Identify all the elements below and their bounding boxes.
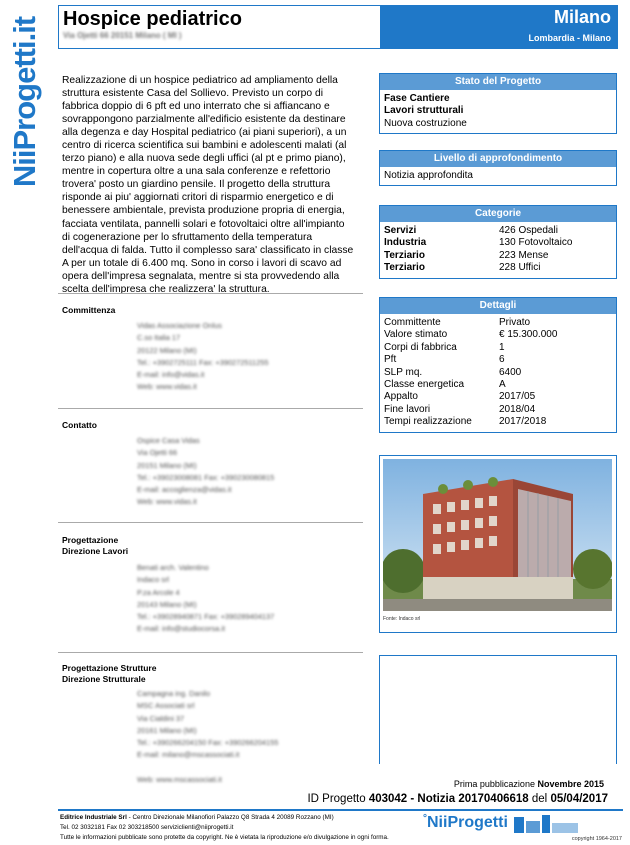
project-address: Via Ojetti 66 20151 Milano ( MI ) [63,31,182,40]
project-photo-box [379,455,617,633]
section-divider [58,293,363,294]
section-label: Contatto [62,420,97,430]
stato-progetto-title: Stato del Progetto [380,74,616,90]
copyright-notice: Tutte le informazioni pubblicate sono protette da copyright. Ne è vietata la riproduzione e/o divulgazione in ogni forma. [60,834,389,841]
stato-work: Lavori strutturali [384,105,464,117]
section-label: Committenza [62,305,116,315]
section-label: Progettazione Strutture Direzione Strutturale [62,663,157,684]
categoria-row: Servizi 426 Ospedali [384,225,558,236]
section-divider [58,408,363,409]
dettaglio-row: Corpi di fabbrica 1 [384,341,505,353]
livello-title: Livello di approfondimento [380,151,616,167]
region-name: Lombardia - Milano [528,33,611,43]
dettaglio-row: Appalto 2017/05 [384,391,536,403]
dettagli-title: Dettagli [380,298,616,314]
section-divider [58,522,363,523]
header-bar [58,5,618,49]
section-label: Progettazione Direzione Lavori [62,535,129,556]
page-title: Hospice pediatrico [63,8,242,30]
strutture-details: Campagna ing. Danilo MSC Associati srl Via Cialdini 37 20161 Milano (MI) Tel.: +390266204150 Fax: +390266204155 E-mail: milano@mscassociati.it Web: www.mscassociati.it [137,689,279,785]
copyright-years: copyright 1964-2017 [571,836,622,842]
dettagli-box [379,297,617,433]
contatto-details: Ospice Casa Vidas Via Ojetti 66 20151 Milano (MI) Tel.: +39023008081 Fax: +390230080815 E-mail: accoglienza@vidas.it Web: www.vidas.it [137,436,275,507]
stato-type: Nuova costruzione [384,117,467,129]
project-id-line: ID Progetto 403042 - Notizia 20170406618 del 05/04/2017 [307,793,608,805]
section-divider [58,652,363,653]
brand-text: NiiProgetti.it [7,16,42,188]
project-description: Realizzazione di un hospice pediatrico ad ampliamento della struttura esistente Casa del Sollievo. Previsto un corpo di fabbrica doppio di 6 pft ed uno interrato che si affiancano e sovrappongono parzialmente all'edificio esistente da destinare alla degenza e day Hospital pediatrico (ai piani superiori), a un centro di ricerca scientifica sui bambini e adolescenti malati (al terzo piano) e alla nuova sede degli uffici (al pt e primo piano), mentre in copertura oltre a una sala conferenze e refettorio trovera' posto un giardino pensile. Il progetto della struttura risponde ai piu' aggiornati critori di risparmio energetico e di benessere ambientale, prevista produzione propria di energia, facciata ventilata, pannelli solari e fotovoltaici oltre all'impianto di cogenerazione per lo sfruttamento della temperatura dell'acqua di falda. Tutto il complesso sara' classificato in classe A per un totale di 6.400 mq. Sono in corso i lavori di scavo ad opera dell'impresa segnalata, mentre si sta provvedendo alla scelta dell'impresa che realizzera' la struttura. [62,75,354,295]
first-publication: Prima pubblicazione Novembre 2015 [453,779,604,789]
dettaglio-row: Valore stimato € 15.300.000 [384,329,558,341]
categoria-row: Industria 130 Fotovoltaico [384,237,573,249]
dettaglio-row: Classe energetica A [384,379,506,391]
building-graphic-icon [512,813,582,833]
committenza-details: Vidas Associazione Onlus C.so Italia 17 20122 Milano (MI) Tel.: +3902725111 Fax: +390272511255 E-mail: info@vidas.it Web: www.vidas.it [137,321,269,392]
dettaglio-row: Tempi realizzazione 2017/2018 [384,416,547,428]
categoria-row: Terziario 228 Uffici [384,262,541,274]
vertical-brand-logo [3,5,47,200]
publisher-info: Editrice Industriale Srl - Centro Direzionale Milanofiori Palazzo Q8 Strada 4 20089 Rozzano (MI) [60,814,334,821]
stato-progetto-box [379,73,617,134]
building-rendering-image [383,459,612,611]
photo-caption: Fonte: Indaco srl [383,616,421,622]
location-panel [380,6,617,48]
livello-box [379,150,617,186]
footer-divider [58,809,623,811]
livello-value: Notizia approfondita [384,170,473,181]
dettaglio-row: Committente Privato [384,317,531,328]
dettaglio-row: Fine lavori 2018/04 [384,403,536,415]
publisher-contact: Tel. 02 3032181 Fax 02 303218500 serviziclienti@niiprogetti.it [60,824,234,831]
progettazione-details: Benati arch. Valentino Indaco srl P.za Arcole 4 20143 Milano (MI) Tel.: +39028940871 Fax: +390289404137 E-mail: info@studiocorsa.it [137,563,275,634]
dettaglio-row: SLP mq. 6400 [384,366,522,378]
dettaglio-row: Pft 6 [384,354,505,366]
stato-phase: Fase Cantiere [384,93,450,104]
categorie-box [379,205,617,279]
city-name: Milano [554,7,611,27]
footer-logo: °NiiProgetti [423,813,582,833]
categoria-row: Terziario 223 Mense [384,249,549,261]
empty-box [379,655,617,764]
categorie-title: Categorie [380,206,616,222]
